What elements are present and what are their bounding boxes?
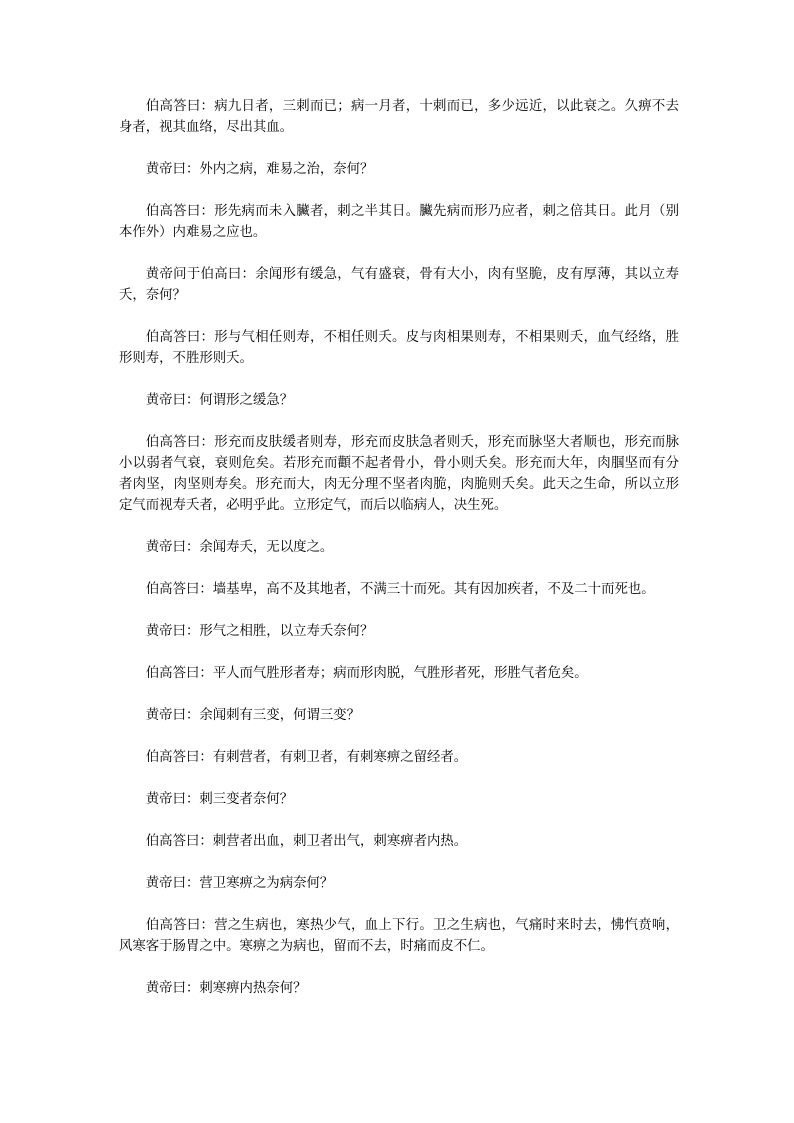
paragraph-2: 黄帝曰：外内之病，难易之治，奈何？ [145,162,374,177]
paragraph-1: 伯高答曰：病九日者，三刺而已；病一月者，十刺而已，多少远近，以此衰之。久痹不去身者，视其血络，尽出其血。 [119,99,679,135]
paragraph-13: 伯高答曰：有刺营者，有刺卫者，有刺寒痹之留经者。 [145,750,468,765]
paragraph-5: 伯高答曰：形与气相任则寿，不相任则夭。皮与肉相果则寿，不相果则夭，血气经络，胜形则寿，不胜形则夭。 [119,330,679,366]
paragraph-16: 黄帝曰：营卫寒痹之为病奈何？ [145,876,334,891]
paragraph-14: 黄帝曰：刺三变者奈何？ [145,792,294,807]
paragraph-6: 黄帝曰：何谓形之缓急？ [145,393,294,408]
paragraph-18: 黄帝曰：刺寒痹内热奈何？ [145,981,307,996]
paragraph-15: 伯高答曰：刺营者出血，刺卫者出气，刺寒痹者内热。 [145,834,468,849]
paragraph-11: 伯高答曰：平人而气胜形者寿；病而形肉脱，气胜形者死，形胜气者危矣。 [145,666,588,681]
paragraph-9: 伯高答曰：墙基卑，高不及其地者，不满三十而死。其有因加疾者，不及二十而死也。 [145,582,655,597]
paragraph-17: 伯高答曰：营之生病也，寒热少气，血上下行。卫之生病也，气痛时来时去，怫忾贲响，风寒客于肠胃之中。寒痹之为病也，留而不去，时痛而皮不仁。 [119,918,679,954]
paragraph-4: 黄帝问于伯高曰：余闻形有缓急，气有盛衰，骨有大小，肉有坚脆，皮有厚薄，其以立寿夭，奈何？ [119,267,679,303]
paragraph-12: 黄帝曰：余闻刺有三变，何谓三变？ [145,708,361,723]
paragraph-10: 黄帝曰：形气之相胜，以立寿夭奈何？ [145,624,374,639]
paragraph-7: 伯高答曰：形充而皮肤缓者则寿，形充而皮肤急者则夭，形充而脉坚大者顺也，形充而脉小以弱者气衰，衰则危矣。若形充而顴不起者骨小，骨小则夭矣。形充而大年，肉腘坚而有分者肉坚，肉坚则寿矣。形充而大，肉无分理不坚者肉脆，肉脆则夭矣。此天之生命，所以立形定气而视寿夭者，必明乎此。立形定气，而后以临病人，决生死。 [119,435,679,513]
document-body [119,96,679,1020]
paragraph-3: 伯高答曰：形先病而未入臟者，刺之半其日。臟先病而形乃应者，刺之倍其日。此月（别本作外）内难易之应也。 [119,204,679,240]
paragraph-8: 黄帝曰：余闻寿夭，无以度之。 [145,540,334,555]
